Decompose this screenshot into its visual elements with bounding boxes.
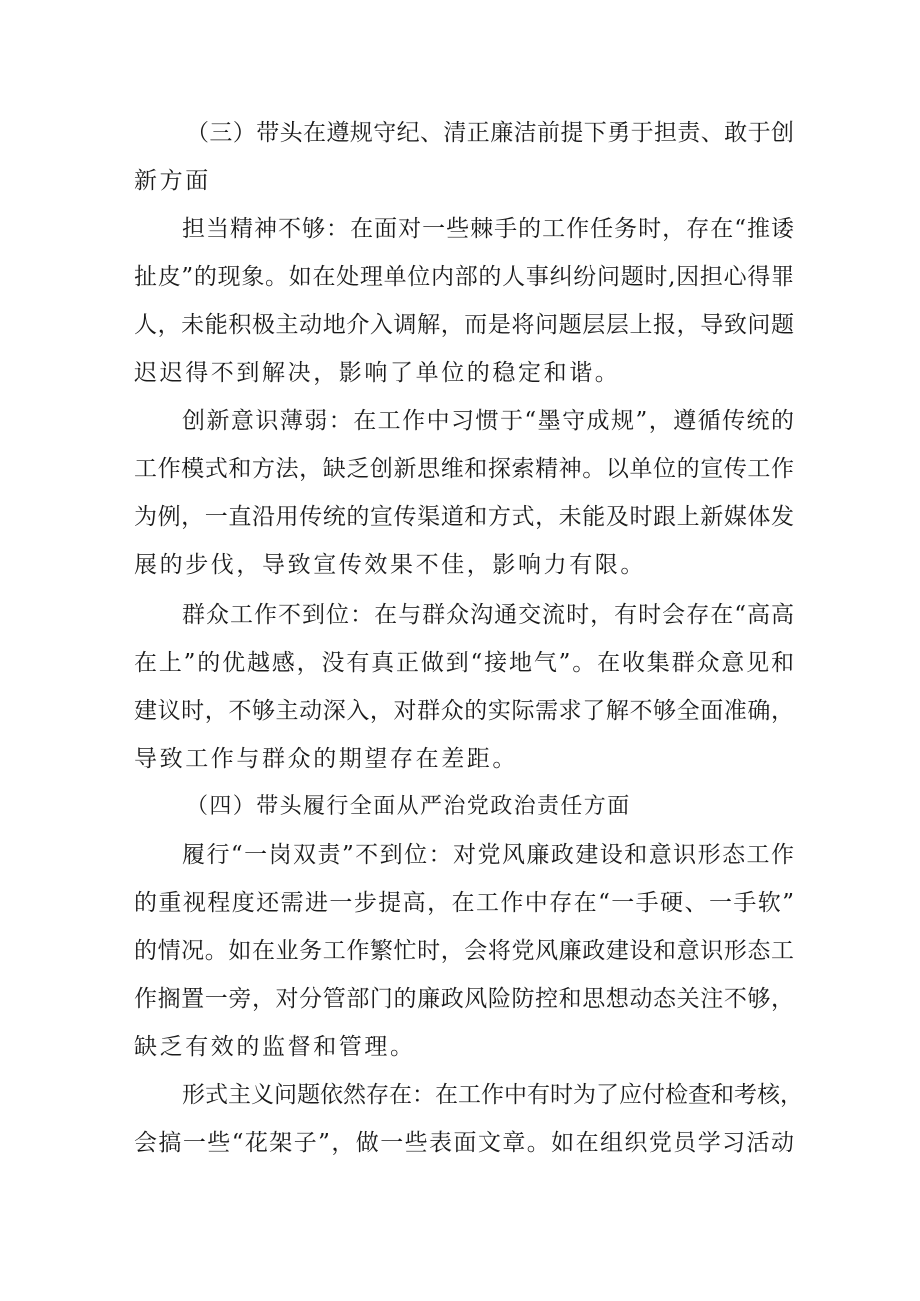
section-3-heading-line-2: 新方面: [134, 168, 211, 194]
paragraph-line: 创新意识薄弱：在工作中习惯于“墨守成规”，遵循传统的: [182, 408, 794, 434]
paragraph-line: 导致工作与群众的期望存在差距。: [134, 746, 518, 772]
paragraph-line: 的情况。如在业务工作繁忙时，会将党风廉政建设和意识形态工: [134, 938, 794, 964]
paragraph-line: 作搁置一旁，对分管部门的廉政风险防控和思想动态关注不够，: [134, 986, 794, 1012]
paragraph-line: 建议时，不够主动深入，对群众的实际需求了解不够全面准确，: [134, 698, 794, 724]
paragraph-line: 迟迟得不到解决，影响了单位的稳定和谐。: [134, 360, 621, 386]
paragraph-line: 履行“一岗双责”不到位：对党风廉政建设和意识形态工作: [182, 842, 794, 868]
paragraph-line: 扯皮”的现象。如在处理单位内部的人事纠纷问题时,因担心得罪: [134, 264, 794, 290]
paragraph-line: 工作模式和方法，缺乏创新思维和探索精神。以单位的宣传工作: [134, 456, 794, 482]
paragraph-line: 展的步伐，导致宣传效果不佳，影响力有限。: [134, 552, 646, 578]
paragraph-line: 会搞一些“花架子”，做一些表面文章。如在组织党员学习活动: [134, 1130, 794, 1156]
paragraph-line: 形式主义问题依然存在：在工作中有时为了应付检查和考核，: [182, 1082, 803, 1108]
paragraph-line: 群众工作不到位：在与群众沟通交流时，有时会存在“高高: [182, 602, 794, 628]
paragraph-line: 为例，一直沿用传统的宣传渠道和方式，未能及时跟上新媒体发: [134, 504, 794, 530]
paragraph-line: 在上”的优越感，没有真正做到“接地气”。在收集群众意见和: [134, 650, 794, 676]
paragraph-line: 的重视程度还需进一步提高，在工作中存在“一手硬、一手软”: [134, 890, 794, 916]
paragraph-line: 人，未能积极主动地介入调解，而是将问题层层上报，导致问题: [134, 312, 794, 338]
section-3-heading-line-1: （三）带头在遵规守纪、清正廉洁前提下勇于担责、敢于创: [186, 120, 794, 146]
section-4-heading: （四）带头履行全面从严治党政治责任方面: [186, 794, 631, 819]
paragraph-line: 缺乏有效的监督和管理。: [134, 1034, 416, 1060]
paragraph-line: 担当精神不够：在面对一些棘手的工作任务时，存在“推诿: [182, 216, 794, 242]
